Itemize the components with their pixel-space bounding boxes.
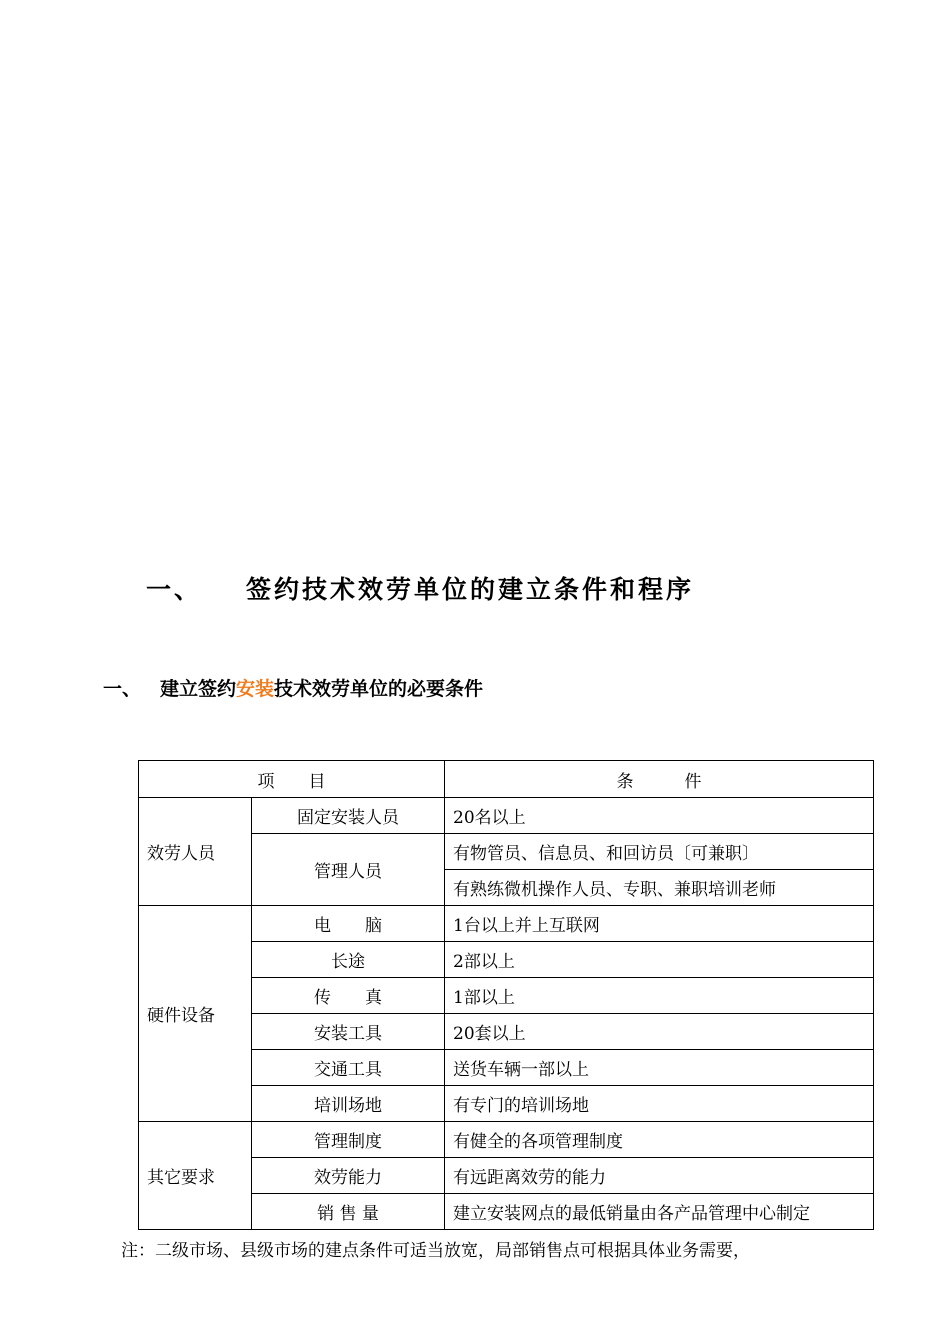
item-cell: 长途 [252, 942, 445, 978]
footnote: 注：二级市场、县级市场的建点条件可适当放宽，局部销售点可根据具体业务需要， [121, 1241, 750, 1261]
main-title-text: 签约技术效劳单位的建立条件和程序 [246, 575, 695, 604]
main-title [146, 570, 826, 606]
condition-cell: 有熟练微机操作人员、专职、兼职培训老师 [445, 870, 874, 906]
item-cell: 效劳能力 [252, 1158, 445, 1194]
table-row [139, 906, 874, 942]
item-cell: 管理人员 [252, 834, 445, 906]
section-title-highlight: 安装 [236, 678, 275, 700]
main-title-number: 一、 [146, 575, 203, 604]
condition-cell: 有专门的培训场地 [445, 1086, 874, 1122]
condition-cell: 20名以上 [445, 798, 874, 834]
category-cell: 效劳人员 [139, 798, 252, 906]
table-header-row [139, 761, 874, 798]
table-row [139, 1122, 874, 1158]
condition-cell: 有物管员、信息员、和回访员〔可兼职〕 [445, 834, 874, 870]
condition-cell: 有健全的各项管理制度 [445, 1122, 874, 1158]
item-cell: 固定安装人员 [252, 798, 445, 834]
condition-cell: 送货车辆一部以上 [445, 1050, 874, 1086]
condition-cell: 1台以上并上互联网 [445, 906, 874, 942]
item-cell: 交通工具 [252, 1050, 445, 1086]
category-cell: 其它要求 [139, 1122, 252, 1230]
condition-cell: 有远距离效劳的能力 [445, 1158, 874, 1194]
category-cell: 硬件设备 [139, 906, 252, 1122]
condition-cell: 20套以上 [445, 1014, 874, 1050]
item-cell: 安装工具 [252, 1014, 445, 1050]
section-title [103, 674, 483, 701]
item-cell: 管理制度 [252, 1122, 445, 1158]
condition-cell: 建立安装网点的最低销量由各产品管理中心制定 [445, 1194, 874, 1230]
item-cell: 销 售 量 [252, 1194, 445, 1230]
header-item: 项 目 [139, 761, 445, 798]
condition-cell: 1部以上 [445, 978, 874, 1014]
item-cell: 传 真 [252, 978, 445, 1014]
section-number: 一、 [103, 678, 142, 700]
section-title-suffix: 技术效劳单位的必要条件 [274, 678, 484, 700]
item-cell: 电 脑 [252, 906, 445, 942]
section-title-prefix: 建立签约 [160, 678, 237, 700]
header-condition: 条 件 [445, 761, 874, 798]
item-cell: 培训场地 [252, 1086, 445, 1122]
requirements-table [138, 760, 874, 1230]
condition-cell: 2部以上 [445, 942, 874, 978]
table-row [139, 798, 874, 834]
